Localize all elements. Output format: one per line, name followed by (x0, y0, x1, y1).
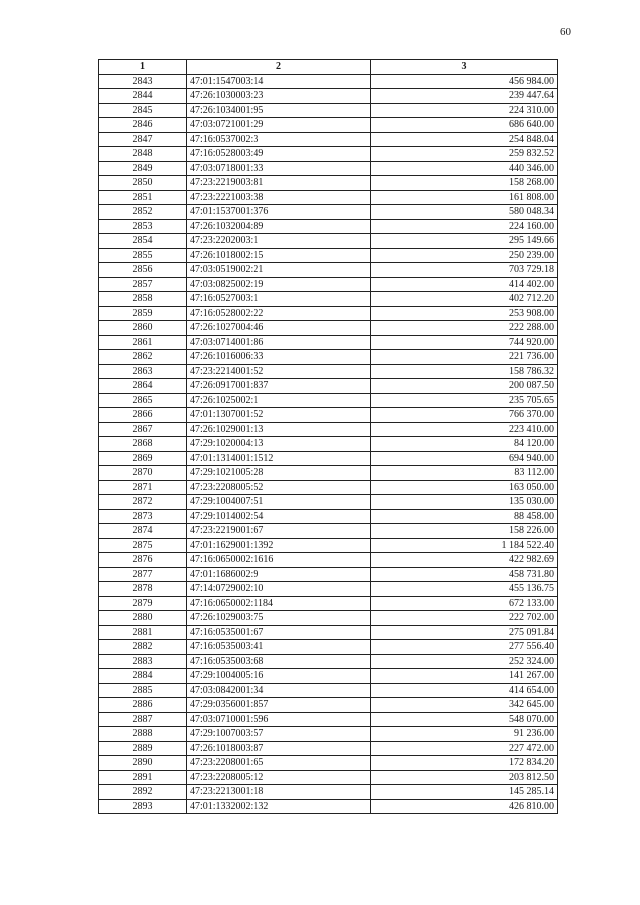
value-cell: 91 236.00 (371, 727, 558, 742)
row-index-cell: 2849 (99, 161, 187, 176)
cadastral-number-cell: 47:03:0721001:29 (187, 118, 371, 133)
cadastral-number-cell: 47:16:0535001:67 (187, 625, 371, 640)
value-cell: 275 091.84 (371, 625, 558, 640)
table-row (99, 611, 558, 626)
value-cell: 222 702.00 (371, 611, 558, 626)
cadastral-number-cell: 47:16:0650002:1616 (187, 553, 371, 568)
cadastral-number-cell: 47:23:2208001:65 (187, 756, 371, 771)
cadastral-number-cell: 47:23:2202003:1 (187, 234, 371, 249)
cadastral-number-cell: 47:29:1004007:51 (187, 495, 371, 510)
cadastral-number-cell: 47:23:2219001:67 (187, 524, 371, 539)
row-index-cell: 2850 (99, 176, 187, 191)
value-cell: 440 346.00 (371, 161, 558, 176)
row-index-cell: 2891 (99, 770, 187, 785)
cadastral-number-cell: 47:03:0714001:86 (187, 335, 371, 350)
page-number: 60 (560, 26, 571, 38)
registry-table (98, 59, 558, 814)
table-row (99, 132, 558, 147)
cadastral-number-cell: 47:26:0917001:837 (187, 379, 371, 394)
cadastral-number-cell: 47:29:1007003:57 (187, 727, 371, 742)
table-row (99, 712, 558, 727)
row-index-cell: 2851 (99, 190, 187, 205)
cadastral-number-cell: 47:29:1004005:16 (187, 669, 371, 684)
cadastral-number-cell: 47:26:1030003:23 (187, 89, 371, 104)
cadastral-number-cell: 47:26:1029003:75 (187, 611, 371, 626)
value-cell: 158 226.00 (371, 524, 558, 539)
table-row (99, 509, 558, 524)
cadastral-number-cell: 47:29:1021005:28 (187, 466, 371, 481)
cadastral-number-cell: 47:16:0537002:3 (187, 132, 371, 147)
value-cell: 172 834.20 (371, 756, 558, 771)
value-cell: 342 645.00 (371, 698, 558, 713)
row-index-cell: 2890 (99, 756, 187, 771)
column-header-value: 3 (371, 60, 558, 75)
value-cell: 580 048.34 (371, 205, 558, 220)
table-row (99, 234, 558, 249)
value-cell: 277 556.40 (371, 640, 558, 655)
table-row (99, 553, 558, 568)
table-row (99, 451, 558, 466)
row-index-cell: 2877 (99, 567, 187, 582)
value-cell: 221 736.00 (371, 350, 558, 365)
table-row (99, 495, 558, 510)
row-index-cell: 2893 (99, 799, 187, 814)
value-cell: 402 712.20 (371, 292, 558, 307)
table-row (99, 118, 558, 133)
value-cell: 227 472.00 (371, 741, 558, 756)
table-row (99, 770, 558, 785)
row-index-cell: 2885 (99, 683, 187, 698)
cadastral-number-cell: 47:03:0825002:19 (187, 277, 371, 292)
column-header-cadastral-number: 2 (187, 60, 371, 75)
cadastral-number-cell: 47:16:0535003:41 (187, 640, 371, 655)
table-row (99, 466, 558, 481)
value-cell: 548 070.00 (371, 712, 558, 727)
table-row (99, 799, 558, 814)
cadastral-number-cell: 47:23:2208005:52 (187, 480, 371, 495)
row-index-cell: 2878 (99, 582, 187, 597)
value-cell: 203 812.50 (371, 770, 558, 785)
table-row (99, 364, 558, 379)
table-row (99, 640, 558, 655)
cadastral-number-cell: 47:29:1014002:54 (187, 509, 371, 524)
cadastral-number-cell: 47:29:1020004:13 (187, 437, 371, 452)
table-row (99, 306, 558, 321)
row-index-cell: 2868 (99, 437, 187, 452)
table-row (99, 219, 558, 234)
table-row (99, 669, 558, 684)
cadastral-number-cell: 47:16:0650002:1184 (187, 596, 371, 611)
value-cell: 455 136.75 (371, 582, 558, 597)
table-row (99, 190, 558, 205)
row-index-cell: 2847 (99, 132, 187, 147)
value-cell: 224 160.00 (371, 219, 558, 234)
row-index-cell: 2872 (99, 495, 187, 510)
table-row (99, 698, 558, 713)
row-index-cell: 2879 (99, 596, 187, 611)
table-row (99, 205, 558, 220)
cadastral-number-cell: 47:03:0710001:596 (187, 712, 371, 727)
cadastral-number-cell: 47:01:1686002:9 (187, 567, 371, 582)
value-cell: 161 808.00 (371, 190, 558, 205)
column-header-index: 1 (99, 60, 187, 75)
value-cell: 458 731.80 (371, 567, 558, 582)
value-cell: 88 458.00 (371, 509, 558, 524)
cadastral-number-cell: 47:26:1025002:1 (187, 393, 371, 408)
cadastral-number-cell: 47:01:1307001:52 (187, 408, 371, 423)
cadastral-number-cell: 47:01:1629001:1392 (187, 538, 371, 553)
table-row (99, 480, 558, 495)
row-index-cell: 2852 (99, 205, 187, 220)
row-index-cell: 2881 (99, 625, 187, 640)
value-cell: 766 370.00 (371, 408, 558, 423)
value-cell: 1 184 522.40 (371, 538, 558, 553)
value-cell: 259 832.52 (371, 147, 558, 162)
table-row (99, 335, 558, 350)
value-cell: 414 402.00 (371, 277, 558, 292)
value-cell: 744 920.00 (371, 335, 558, 350)
row-index-cell: 2887 (99, 712, 187, 727)
table-row (99, 567, 558, 582)
cadastral-number-cell: 47:23:2219003:81 (187, 176, 371, 191)
value-cell: 422 982.69 (371, 553, 558, 568)
table-row (99, 422, 558, 437)
value-cell: 703 729.18 (371, 263, 558, 278)
row-index-cell: 2858 (99, 292, 187, 307)
row-index-cell: 2886 (99, 698, 187, 713)
row-index-cell: 2880 (99, 611, 187, 626)
row-index-cell: 2876 (99, 553, 187, 568)
cadastral-number-cell: 47:16:0535003:68 (187, 654, 371, 669)
row-index-cell: 2864 (99, 379, 187, 394)
value-cell: 158 786.32 (371, 364, 558, 379)
cadastral-number-cell: 47:01:1332002:132 (187, 799, 371, 814)
value-cell: 135 030.00 (371, 495, 558, 510)
value-cell: 253 908.00 (371, 306, 558, 321)
table-row (99, 654, 558, 669)
row-index-cell: 2884 (99, 669, 187, 684)
row-index-cell: 2848 (99, 147, 187, 162)
cadastral-number-cell: 47:26:1034001:95 (187, 103, 371, 118)
table-row (99, 74, 558, 89)
row-index-cell: 2869 (99, 451, 187, 466)
value-cell: 672 133.00 (371, 596, 558, 611)
value-cell: 295 149.66 (371, 234, 558, 249)
value-cell: 426 810.00 (371, 799, 558, 814)
table-row (99, 263, 558, 278)
value-cell: 694 940.00 (371, 451, 558, 466)
value-cell: 222 288.00 (371, 321, 558, 336)
row-index-cell: 2843 (99, 74, 187, 89)
table-row (99, 408, 558, 423)
cadastral-number-cell: 47:26:1032004:89 (187, 219, 371, 234)
table-row (99, 582, 558, 597)
row-index-cell: 2844 (99, 89, 187, 104)
value-cell: 200 087.50 (371, 379, 558, 394)
value-cell: 141 267.00 (371, 669, 558, 684)
cadastral-number-cell: 47:01:1314001:1512 (187, 451, 371, 466)
value-cell: 250 239.00 (371, 248, 558, 263)
value-cell: 145 285.14 (371, 785, 558, 800)
table-row (99, 89, 558, 104)
table-row (99, 727, 558, 742)
cadastral-number-cell: 47:16:0527003:1 (187, 292, 371, 307)
row-index-cell: 2865 (99, 393, 187, 408)
row-index-cell: 2861 (99, 335, 187, 350)
table-row (99, 248, 558, 263)
table-row (99, 785, 558, 800)
row-index-cell: 2867 (99, 422, 187, 437)
value-cell: 235 705.65 (371, 393, 558, 408)
row-index-cell: 2875 (99, 538, 187, 553)
row-index-cell: 2857 (99, 277, 187, 292)
row-index-cell: 2845 (99, 103, 187, 118)
cadastral-number-cell: 47:01:1537001:376 (187, 205, 371, 220)
row-index-cell: 2892 (99, 785, 187, 800)
row-index-cell: 2863 (99, 364, 187, 379)
cadastral-number-cell: 47:16:0528002:22 (187, 306, 371, 321)
table-row (99, 625, 558, 640)
value-cell: 686 640.00 (371, 118, 558, 133)
cadastral-number-cell: 47:26:1027004:46 (187, 321, 371, 336)
table-row (99, 437, 558, 452)
row-index-cell: 2888 (99, 727, 187, 742)
cadastral-number-cell: 47:23:2221003:38 (187, 190, 371, 205)
row-index-cell: 2855 (99, 248, 187, 263)
cadastral-number-cell: 47:26:1018003:87 (187, 741, 371, 756)
row-index-cell: 2854 (99, 234, 187, 249)
table-row (99, 350, 558, 365)
table-row (99, 292, 558, 307)
value-cell: 83 112.00 (371, 466, 558, 481)
row-index-cell: 2871 (99, 480, 187, 495)
cadastral-number-cell: 47:03:0842001:34 (187, 683, 371, 698)
row-index-cell: 2856 (99, 263, 187, 278)
cadastral-number-cell: 47:29:0356001:857 (187, 698, 371, 713)
value-cell: 239 447.64 (371, 89, 558, 104)
cadastral-number-cell: 47:23:2214001:52 (187, 364, 371, 379)
row-index-cell: 2846 (99, 118, 187, 133)
cadastral-number-cell: 47:01:1547003:14 (187, 74, 371, 89)
table-row (99, 147, 558, 162)
value-cell: 252 324.00 (371, 654, 558, 669)
cadastral-number-cell: 47:23:2213001:18 (187, 785, 371, 800)
cadastral-number-cell: 47:14:0729002:10 (187, 582, 371, 597)
row-index-cell: 2870 (99, 466, 187, 481)
value-cell: 84 120.00 (371, 437, 558, 452)
value-cell: 224 310.00 (371, 103, 558, 118)
table-row (99, 393, 558, 408)
value-cell: 223 410.00 (371, 422, 558, 437)
row-index-cell: 2882 (99, 640, 187, 655)
cadastral-number-cell: 47:26:1016006:33 (187, 350, 371, 365)
table-row (99, 321, 558, 336)
row-index-cell: 2873 (99, 509, 187, 524)
row-index-cell: 2860 (99, 321, 187, 336)
value-cell: 163 050.00 (371, 480, 558, 495)
cadastral-number-cell: 47:26:1029001:13 (187, 422, 371, 437)
cadastral-number-cell: 47:26:1018002:15 (187, 248, 371, 263)
table-row (99, 538, 558, 553)
value-cell: 254 848.04 (371, 132, 558, 147)
table-row (99, 596, 558, 611)
table-row (99, 277, 558, 292)
table-row (99, 379, 558, 394)
cadastral-number-cell: 47:16:0528003:49 (187, 147, 371, 162)
row-index-cell: 2853 (99, 219, 187, 234)
row-index-cell: 2859 (99, 306, 187, 321)
row-index-cell: 2874 (99, 524, 187, 539)
row-index-cell: 2862 (99, 350, 187, 365)
table-row (99, 524, 558, 539)
table-row (99, 176, 558, 191)
value-cell: 456 984.00 (371, 74, 558, 89)
row-index-cell: 2889 (99, 741, 187, 756)
table-row (99, 741, 558, 756)
cadastral-number-cell: 47:03:0519002:21 (187, 263, 371, 278)
row-index-cell: 2883 (99, 654, 187, 669)
cadastral-number-cell: 47:03:0718001:33 (187, 161, 371, 176)
cadastral-number-cell: 47:23:2208005:12 (187, 770, 371, 785)
table-row (99, 756, 558, 771)
value-cell: 158 268.00 (371, 176, 558, 191)
table-row (99, 103, 558, 118)
table-header-row (99, 60, 558, 75)
table-body (99, 74, 558, 814)
value-cell: 414 654.00 (371, 683, 558, 698)
table-row (99, 683, 558, 698)
table-row (99, 161, 558, 176)
row-index-cell: 2866 (99, 408, 187, 423)
